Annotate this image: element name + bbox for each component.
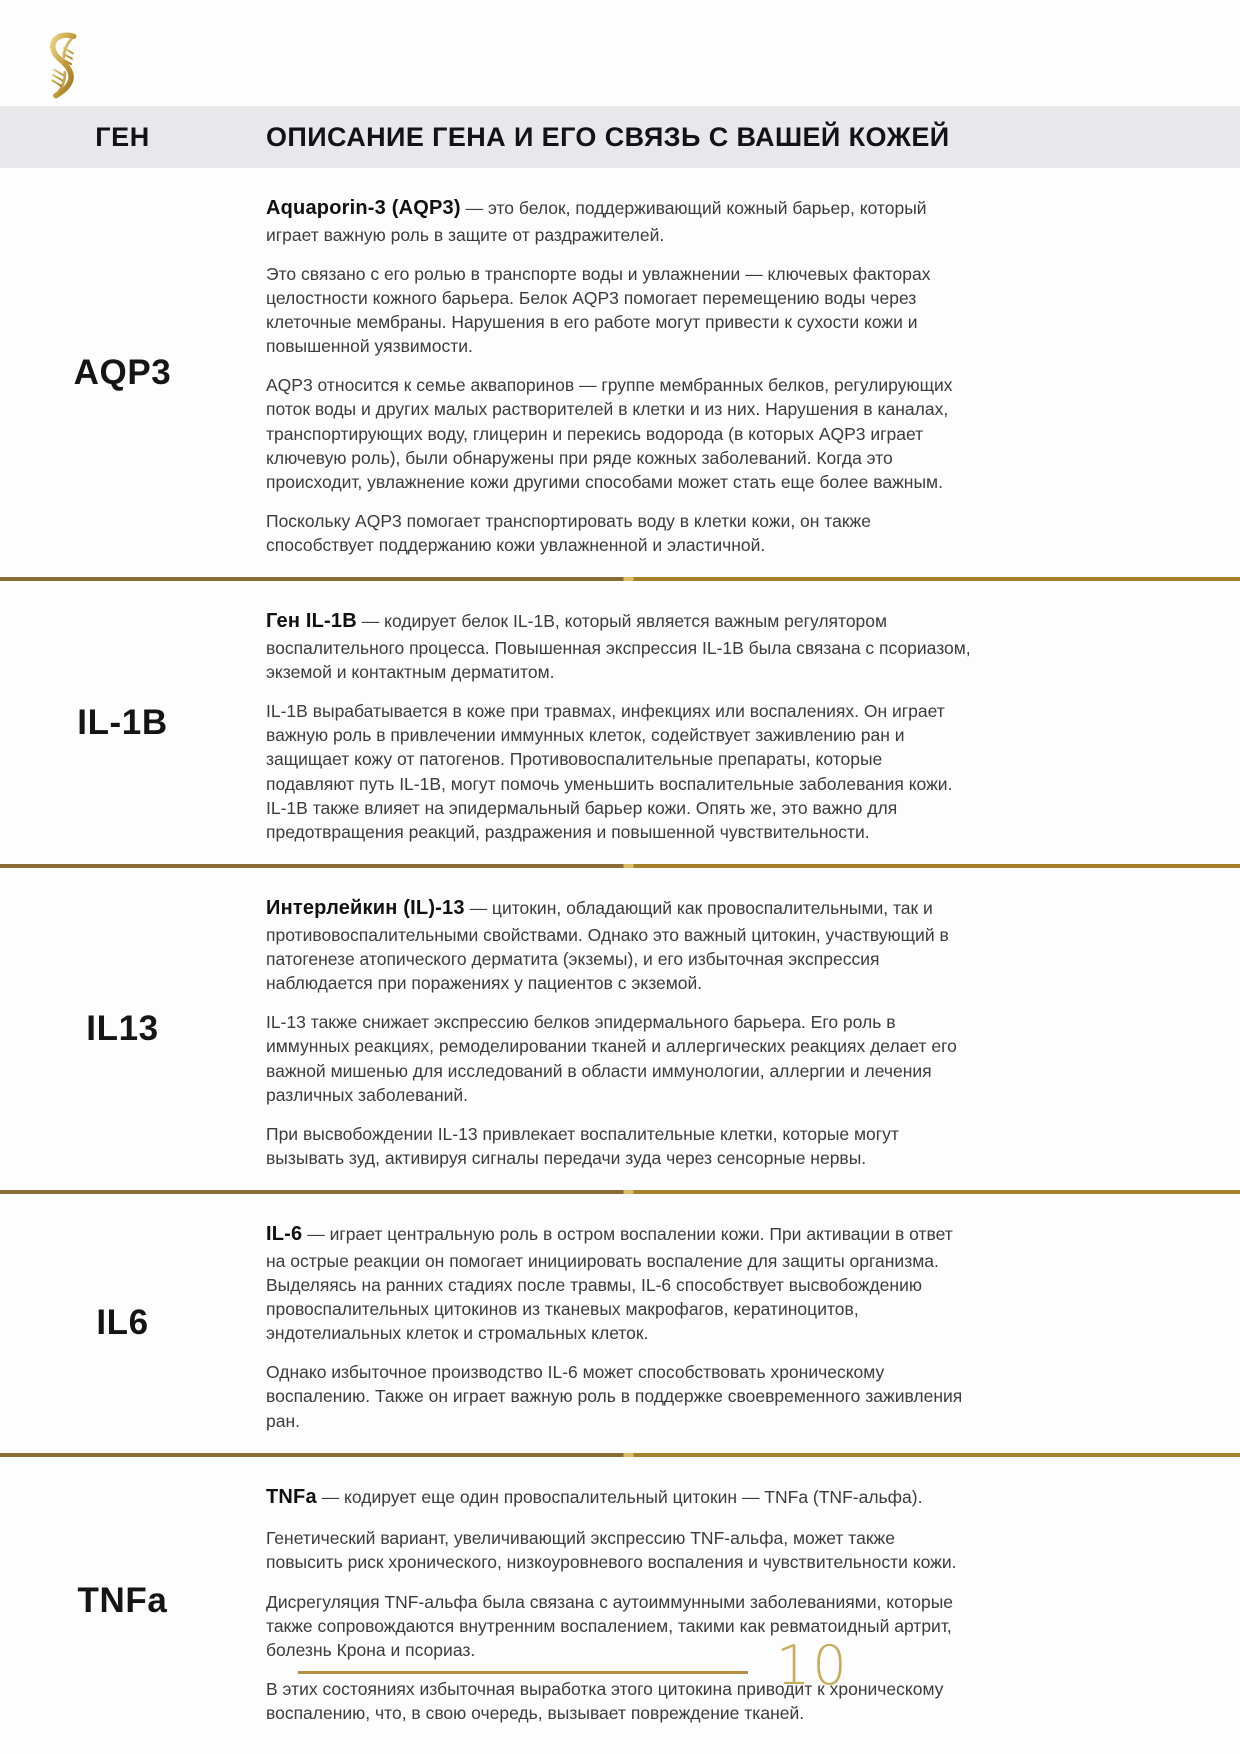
gene-description-il13 — [245, 868, 971, 1190]
paragraph — [266, 1526, 971, 1574]
paragraph — [266, 373, 971, 494]
paragraph-text: Дисрегуляция TNF-альфа была связана с аутоиммунными заболеваниями, которые также сопровождаются внутренним воспалением, такими как ревматоидный артрит, болезнь Крона и псориаз. — [266, 1591, 954, 1660]
header-gene-column-label: ГЕН — [95, 121, 150, 152]
footer-gold-line — [298, 1671, 748, 1674]
gene-name-il1b: IL-1B — [77, 702, 168, 742]
dna-helix-logo-icon — [36, 30, 90, 102]
paragraph — [266, 699, 971, 844]
paragraph-lead: Aquaporin-3 (AQP3) — [266, 197, 461, 219]
gene-row-il1b — [0, 581, 1240, 864]
paragraph — [266, 1360, 971, 1432]
paragraph — [266, 895, 971, 995]
paragraph-text: Поскольку AQP3 помогает транспортировать воду в клетки кожи, он также способствует поддержанию кожи увлажненной и эластичной. — [266, 511, 871, 556]
gene-row-il13 — [0, 868, 1240, 1190]
paragraph-lead: Ген IL-1B — [266, 610, 357, 633]
gene-row-aqp3 — [0, 168, 1240, 577]
paragraph-lead: IL-6 — [266, 1223, 303, 1246]
paragraph-text: При высвобождении IL-13 привлекает воспалительные клетки, которые могут вызывать зуд, активируя сигналы передачи зуда через сенсорные нервы. — [266, 1123, 899, 1168]
paragraph-text: AQP3 относится к семье аквапоринов — группе мембранных белков, регулирующих поток воды и других малых растворителей в клетки и из них. Нарушения в каналах, транспортирующих воду, глицерин и перекись водорода (в которых AQP3 играет ключевую роль), были обнаружены при ряде кожных заболеваний. Когда это происходит, увлажнение кожи другими способами может стать еще более важным. — [266, 375, 953, 492]
header-description-column-label: ОПИСАНИЕ ГЕНА И ЕГО СВЯЗЬ С ВАШЕЙ КОЖЕЙ — [266, 121, 950, 152]
gene-name-il13: IL13 — [86, 1009, 159, 1049]
table-header-band — [0, 106, 1240, 168]
paragraph-lead: TNFa — [266, 1485, 317, 1508]
paragraph-text: — цитокин, обладающий как провоспалительными, так и противовоспалительными свойствами. Однако это важный цитокин, участвующий в патогенезе атопического дерматита (экземы), и его избыточная экспрессия наблюдается при поражениях у пациентов с экземой. — [266, 898, 949, 994]
paragraph-text: IL-1B вырабатывается в коже при травмах, инфекциях или воспалениях. Он играет важную роль в привлечении иммунных клеток, содействует заживлению ран и защищает кожу от патогенов. Противовоспалительные препараты, которые подавляют путь IL-1B, могут помочь уменьшить воспалительные заболевания кожи. IL-1B также влияет на эпидермальный барьер кожи. Опять же, это важно для предотвращения реакций, раздражения и повышенной чувствительности. — [266, 701, 953, 842]
gene-name-tnfa: TNFa — [77, 1581, 168, 1620]
paragraph-text: — кодирует еще один провоспалительный цитокин — TNFa (TNF-альфа). — [316, 1486, 923, 1507]
paragraph-text: Это связано с его ролью в транспорте воды и увлажнении — ключевых факторах целостности кожного барьера. Белок AQP3 помогает перемещению воды через клеточные мембраны. Нарушения в его работе могут привести к сухости кожи и повышенной уязвимости. — [266, 263, 931, 357]
paragraph-text: IL-13 также снижает экспрессию белков эпидермального барьера. Его роль в иммунных реакциях, ремоделировании тканей и аллергических реакциях делает его важной мишенью для исследований в области иммунологии, аллергии и лечения различных заболеваний. — [266, 1012, 957, 1105]
gene-description-il6 — [245, 1194, 971, 1453]
paragraph — [266, 262, 971, 359]
paragraph-text: Однако избыточное производство IL-6 может способствовать хроническому воспалению. Также он играет важную роль в поддержке своевременного заживления ран. — [266, 1362, 963, 1431]
page-footer — [0, 1628, 1240, 1754]
paragraph — [266, 195, 971, 247]
paragraph-text: — кодирует белок IL-1B, который является важным регулятором воспалительного процесса. Повышенная экспрессия IL-1B была связана с псориазом, экземой и контактным дерматитом. — [266, 611, 971, 683]
gene-row-il6 — [0, 1194, 1240, 1453]
paragraph-lead: Интерлейкин (IL)-13 — [266, 897, 465, 920]
paragraph — [266, 608, 971, 684]
paragraph-text: В этих состояниях избыточная выработка этого цитокина приводит к хроническому воспалению, что, в свою очередь, вызывает повреждение тканей. — [266, 1679, 944, 1724]
gene-description-il1b — [245, 581, 971, 864]
paragraph-text: — это белок, поддерживающий кожный барьер, который играет важную роль в защите от раздражителей. — [266, 198, 927, 245]
paragraph — [266, 1010, 971, 1107]
paragraph — [266, 1221, 971, 1345]
paragraph-text: Генетический вариант, увеличивающий экспрессию TNF-альфа, может также повысить риск хронического, низкоуровневого воспаления и чувствительности кожи. — [266, 1528, 957, 1573]
paragraph — [266, 509, 971, 557]
page-number: 10 — [776, 1634, 849, 1697]
gene-name-aqp3: AQP3 — [73, 352, 172, 392]
paragraph-text: — играет центральную роль в остром воспалении кожи. При активации в ответ на острые реакции он помогает инициировать воспаление для защиты организма. Выделяясь на ранних стадиях после травмы, IL-6 способствует высвобождению провоспалительных цитокинов из тканевых макрофагов, кератиноцитов, эндотелиальных клеток и стромальных клеток. — [266, 1224, 953, 1344]
gene-name-il6: IL6 — [96, 1303, 149, 1343]
paragraph — [266, 1484, 971, 1512]
gene-description-aqp3 — [245, 168, 971, 577]
paragraph — [266, 1122, 971, 1170]
